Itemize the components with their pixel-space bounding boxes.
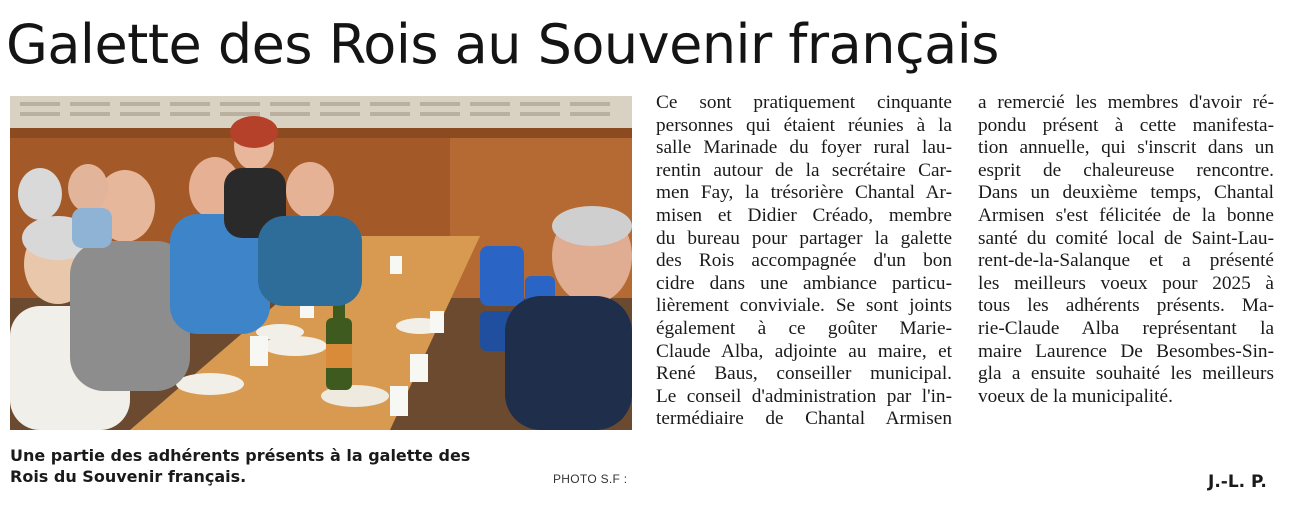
text-line: personnes qui étaient réunies à la [656,114,952,136]
text-line: tous les adhérents présents. Ma- [978,295,1274,317]
text-line: René Baus, conseiller municipal. [656,363,952,385]
text-line: maire Laurence De Besombes-Sin- [978,340,1274,362]
article-column-1 [656,92,952,431]
text-line: tion annuelle, qui s'inscrit dans un [978,137,1274,159]
text-line: Armisen s'est félicitée de la bonne [978,204,1274,226]
text-line: esprit de chaleureuse rencontre. [978,159,1274,181]
photo-credit: PHOTO S.F : [553,472,628,486]
text-line: a remercié les membres d'avoir ré- [978,92,1274,113]
text-line: rie-Claude Alba représentant la [978,317,1274,339]
text-line: salle Marinade du foyer rural lau- [656,137,952,159]
text-line: men Fay, la trésorière Chantal Ar- [656,182,952,204]
text-line: pondu présent à cette manifesta- [978,114,1274,136]
text-line: lièrement conviviale. Se sont joints [656,295,952,317]
text-line: santé du comité local de Saint-Lau- [978,227,1274,249]
text-line: termédiaire de Chantal Armisen [656,408,952,430]
group-photo-illustration [10,96,632,430]
text-line: misen et Didier Créado, membre [656,204,952,226]
text-line: des Rois accompagnée d'un bon [656,250,952,272]
article-photo [10,96,632,430]
byline: J.-L. P. [1208,472,1267,492]
text-line: du bureau pour partager la galette [656,227,952,249]
text-line: gla a ensuite souhaité les meilleurs [978,363,1274,385]
text-line: rent-de-la-Salanque et a présenté [978,250,1274,272]
text-line: voeux de la municipalité. [978,385,1173,407]
headline: Galette des Rois au Souvenir français [6,13,999,76]
text-line: cidre dans une ambiance particu- [656,272,952,294]
text-line: rentin autour de la secrétaire Car- [656,159,952,181]
text-line: Ce sont pratiquement cinquante [656,92,952,113]
text-line: Claude Alba, adjointe au maire, et [656,340,952,362]
text-line: les meilleurs voeux pour 2025 à [978,272,1274,294]
photo-caption: Une partie des adhérents présents à la galette des Rois du Souvenir français. [10,446,471,486]
text-line: Le conseil d'administration par l'in- [656,385,952,407]
text-line: Dans un deuxième temps, Chantal [978,182,1274,204]
text-line: également à ce goûter Marie- [656,317,952,339]
article-column-2 [978,92,1274,408]
